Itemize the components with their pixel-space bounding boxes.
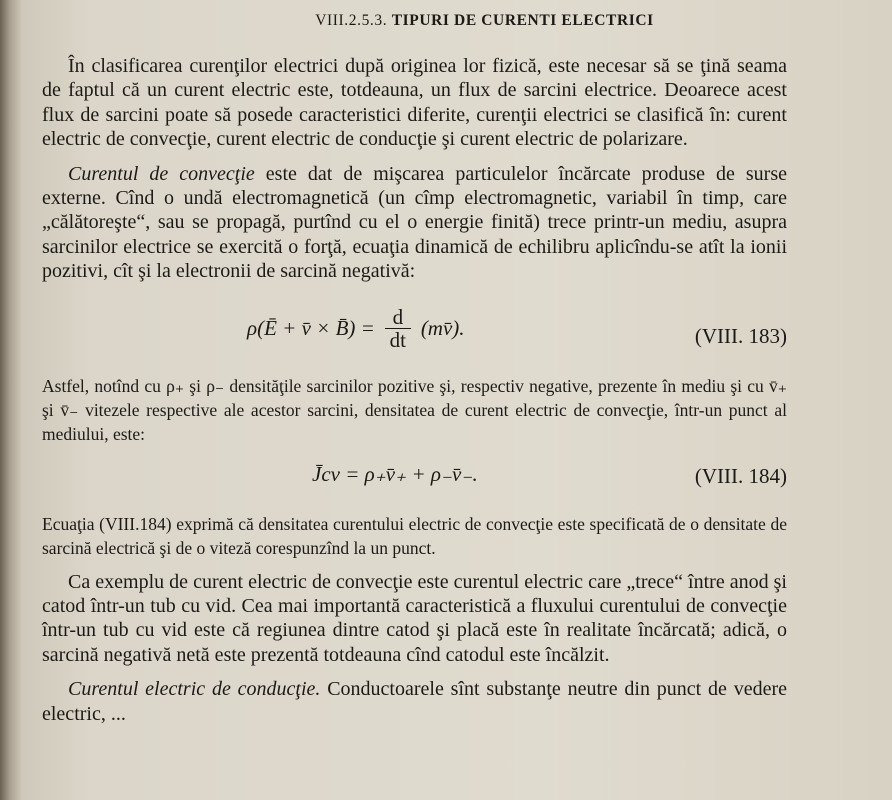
- equation-183: [42, 298, 787, 356]
- equation-184-body: [312, 462, 478, 487]
- equation-183-lhs: ρ(Ē + v̄ × B̄) =: [247, 315, 375, 340]
- equation-184: [42, 462, 787, 496]
- section-header: [182, 12, 787, 30]
- equation-184-expr: J̄cv = ρ₊v̄₊ + ρ₋v̄₋.: [312, 461, 478, 486]
- equation-183-body: [247, 306, 465, 351]
- paragraph-convection: [42, 162, 787, 284]
- paragraph-convection-text: este dat de mişcarea particulelor încărcate produse de surse externe. Cînd o undă electromagnetică (un cîmp electromagnetic, variabil în timp, care „călătoreşte“, sau se propagă, purtînd cu el o energie finită) trece printr-un mediu, asupra sarcinilor electrice se exercită o forţă, ecuaţia dinamică de echilibru aplicîndu-se atît la ionii pozitivi, cît şi la electronii de sarcină negativă:: [42, 162, 788, 283]
- term-convection-current: Curentul de convecţie: [68, 162, 255, 185]
- book-page: [22, 0, 892, 800]
- equation-183-fraction: [385, 306, 411, 351]
- equation-183-tag: (VIII. 183): [694, 323, 787, 348]
- equation-184-tag: (VIII. 184): [694, 463, 787, 488]
- equation-183-denominator: dt: [389, 327, 406, 352]
- paragraph-conduction: [42, 677, 787, 726]
- paragraph-conduction-text: Conductoarele sînt substanţe neutre din punct de vedere electric, ...: [42, 678, 787, 725]
- equation-183-numerator: d: [392, 304, 404, 329]
- paragraph-classification: În clasificarea curenţilor electrici după originea lor fizică, este necesar să se ţină seama de faptul că un curent electric este, totdeauna, un flux de sarcini electrice. Deoarece acest flux de sarcini poate să posede caracteristici diferite, curenţii electrici se clasifică în: curent electric de convecţie, curent electric de conducţie şi curent electric de polarizare.: [42, 55, 787, 151]
- page-content: [42, 8, 787, 726]
- section-title: TIPURI DE CURENTI ELECTRICI: [391, 12, 654, 29]
- paragraph-vacuum-tube: Ca exemplu de curent electric de convecţie este curentul electric care „trece“ între anod şi catod într-un tub cu vid. Cea mai importantă caracteristică a fluxului curentului de convecţie într-un tub cu vid este că regiunea dintre catod şi placă este în realitate încărcată; adică, o sarcină negativă netă este prezentă totdeauna cînd catodul este încălzit.: [42, 570, 787, 666]
- equation-183-rhs: (mv̄).: [420, 315, 465, 340]
- term-conduction-current: Curentul electric de conducţie.: [68, 678, 321, 701]
- paragraph-densities: Astfel, notînd cu ρ₊ şi ρ₋ densităţile sarcinilor pozitive şi, respectiv negative, prezente în mediu şi cu v̄₊ şi v̄₋ vitezele respective ale acestor sarcini, densitatea de curent electric de convecţie, într-un punct al mediului, este:: [42, 375, 787, 444]
- paragraph-equation-meaning: Ecuaţia (VIII.184) exprimă că densitatea curentului electric de convecţie este specificată de o densitate de sarcină electrică şi de o viteză corespunzînd la un punct.: [42, 513, 787, 558]
- section-number: VIII.2.5.3.: [315, 12, 388, 29]
- book-gutter: [0, 0, 22, 800]
